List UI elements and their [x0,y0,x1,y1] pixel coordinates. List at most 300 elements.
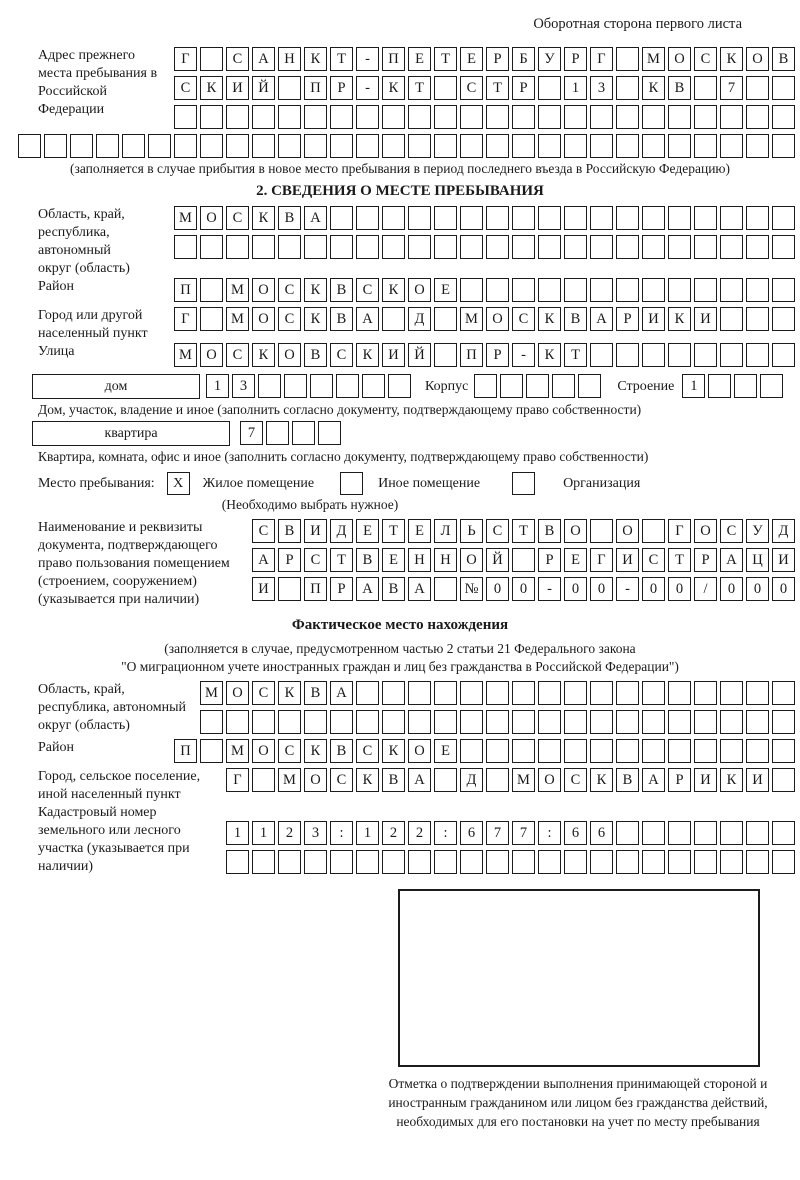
char-cell[interactable] [70,134,93,158]
char-cell[interactable] [642,710,665,734]
char-cell[interactable]: А [642,768,665,792]
char-cell[interactable] [668,710,691,734]
char-cell[interactable] [460,235,483,259]
char-cell[interactable]: № [460,577,483,601]
char-cell[interactable] [694,206,717,230]
char-cell[interactable] [330,850,353,874]
char-cell[interactable] [694,105,717,129]
char-cell[interactable]: Д [772,519,795,543]
char-cell[interactable] [278,134,301,158]
char-cell[interactable]: 1 [682,374,705,398]
char-cell[interactable]: : [434,821,457,845]
char-cell[interactable]: О [694,519,717,543]
char-cell[interactable] [174,235,197,259]
char-cell[interactable]: С [564,768,587,792]
char-cell[interactable] [226,850,249,874]
char-cell[interactable]: И [616,548,639,572]
char-cell[interactable]: Р [668,768,691,792]
char-cell[interactable] [668,681,691,705]
char-cell[interactable] [252,105,275,129]
char-cell[interactable] [772,307,795,331]
char-cell[interactable]: Е [408,519,431,543]
char-cell[interactable] [668,235,691,259]
char-cell[interactable]: 1 [252,821,275,845]
char-cell[interactable]: К [382,278,405,302]
char-cell[interactable] [642,821,665,845]
char-cell[interactable] [720,710,743,734]
char-cell[interactable] [746,278,769,302]
char-cell[interactable] [252,850,275,874]
char-cell[interactable]: Т [330,548,353,572]
char-cell[interactable] [278,105,301,129]
char-cell[interactable]: К [304,47,327,71]
char-cell[interactable] [512,710,535,734]
char-cell[interactable]: С [642,548,665,572]
char-cell[interactable]: М [642,47,665,71]
char-cell[interactable]: 6 [590,821,613,845]
char-cell[interactable] [460,278,483,302]
char-cell[interactable]: 0 [564,577,587,601]
char-cell[interactable] [318,421,341,445]
char-cell[interactable] [512,206,535,230]
char-cell[interactable] [460,134,483,158]
char-cell[interactable]: И [694,768,717,792]
char-cell[interactable]: 0 [720,577,743,601]
char-cell[interactable] [772,821,795,845]
char-cell[interactable] [746,681,769,705]
char-cell[interactable] [694,850,717,874]
char-cell[interactable] [382,850,405,874]
char-cell[interactable]: О [564,519,587,543]
char-cell[interactable]: 1 [226,821,249,845]
char-cell[interactable] [200,47,223,71]
char-cell[interactable] [408,235,431,259]
char-cell[interactable] [174,134,197,158]
char-cell[interactable] [434,681,457,705]
char-cell[interactable]: В [772,47,795,71]
char-cell[interactable]: К [356,343,379,367]
char-cell[interactable] [720,105,743,129]
char-cell[interactable] [434,105,457,129]
char-cell[interactable] [356,235,379,259]
char-cell[interactable] [512,235,535,259]
char-cell[interactable]: Г [174,307,197,331]
char-cell[interactable]: С [694,47,717,71]
char-cell[interactable] [174,105,197,129]
char-cell[interactable]: 6 [460,821,483,845]
char-cell[interactable] [200,307,223,331]
char-cell[interactable]: Т [434,47,457,71]
char-cell[interactable]: 1 [356,821,379,845]
char-cell[interactable] [538,76,561,100]
char-cell[interactable]: С [226,343,249,367]
char-cell[interactable]: Г [174,47,197,71]
char-cell[interactable] [746,710,769,734]
char-cell[interactable] [460,710,483,734]
char-cell[interactable] [694,739,717,763]
char-cell[interactable]: 2 [382,821,405,845]
char-cell[interactable] [538,206,561,230]
char-cell[interactable] [590,681,613,705]
char-cell[interactable]: В [382,768,405,792]
char-cell[interactable]: А [356,307,379,331]
char-cell[interactable]: П [304,577,327,601]
char-cell[interactable] [564,710,587,734]
char-cell[interactable]: Й [486,548,509,572]
char-cell[interactable] [564,134,587,158]
char-cell[interactable] [668,821,691,845]
char-cell[interactable] [772,710,795,734]
char-cell[interactable]: К [356,768,379,792]
char-cell[interactable]: Т [382,519,405,543]
char-cell[interactable] [642,206,665,230]
char-cell[interactable] [292,421,315,445]
char-cell[interactable] [564,206,587,230]
char-cell[interactable] [616,206,639,230]
char-cell[interactable] [746,850,769,874]
char-cell[interactable]: С [330,343,353,367]
char-cell[interactable]: 7 [486,821,509,845]
char-cell[interactable] [616,134,639,158]
char-cell[interactable] [772,343,795,367]
char-cell[interactable]: - [512,343,535,367]
char-cell[interactable] [278,76,301,100]
char-cell[interactable]: И [226,76,249,100]
char-cell[interactable]: Т [408,76,431,100]
char-cell[interactable] [590,206,613,230]
char-cell[interactable]: А [408,768,431,792]
char-cell[interactable] [694,76,717,100]
char-cell[interactable] [538,850,561,874]
char-cell[interactable]: 2 [408,821,431,845]
char-cell[interactable] [668,105,691,129]
char-cell[interactable] [694,710,717,734]
char-cell[interactable] [616,681,639,705]
char-cell[interactable]: Е [434,739,457,763]
char-cell[interactable] [362,374,385,398]
char-cell[interactable] [526,374,549,398]
char-cell[interactable] [486,235,509,259]
char-cell[interactable] [200,710,223,734]
char-cell[interactable]: : [538,821,561,845]
char-cell[interactable]: В [538,519,561,543]
char-cell[interactable]: И [642,307,665,331]
char-cell[interactable] [590,235,613,259]
char-cell[interactable]: А [408,577,431,601]
char-cell[interactable]: 7 [720,76,743,100]
char-cell[interactable]: И [694,307,717,331]
char-cell[interactable] [564,105,587,129]
char-cell[interactable] [552,374,575,398]
char-cell[interactable] [434,307,457,331]
char-cell[interactable] [486,739,509,763]
char-cell[interactable] [330,105,353,129]
char-cell[interactable] [252,134,275,158]
char-cell[interactable] [642,681,665,705]
char-cell[interactable] [564,850,587,874]
char-cell[interactable]: Е [434,278,457,302]
char-cell[interactable] [408,134,431,158]
char-cell[interactable] [486,278,509,302]
char-cell[interactable]: М [278,768,301,792]
char-cell[interactable]: О [252,739,275,763]
char-cell[interactable]: Р [564,47,587,71]
char-cell[interactable]: К [538,307,561,331]
char-cell[interactable]: К [538,343,561,367]
char-cell[interactable]: 3 [590,76,613,100]
char-cell[interactable] [642,343,665,367]
char-cell[interactable]: Н [434,548,457,572]
char-cell[interactable] [720,739,743,763]
char-cell[interactable] [720,343,743,367]
char-cell[interactable] [772,768,795,792]
char-cell[interactable]: С [278,307,301,331]
char-cell[interactable] [578,374,601,398]
char-cell[interactable]: П [174,278,197,302]
char-cell[interactable] [258,374,281,398]
char-cell[interactable] [564,235,587,259]
char-cell[interactable] [474,374,497,398]
char-cell[interactable]: С [278,278,301,302]
char-cell[interactable] [304,710,327,734]
char-cell[interactable] [538,739,561,763]
char-cell[interactable] [772,681,795,705]
char-cell[interactable] [200,278,223,302]
char-cell[interactable]: Е [382,548,405,572]
char-cell[interactable] [434,577,457,601]
char-cell[interactable] [642,850,665,874]
char-cell[interactable] [226,235,249,259]
char-cell[interactable]: А [252,548,275,572]
char-cell[interactable] [720,278,743,302]
char-cell[interactable] [590,739,613,763]
char-cell[interactable] [408,206,431,230]
char-cell[interactable] [512,850,535,874]
char-cell[interactable]: О [668,47,691,71]
char-cell[interactable] [460,850,483,874]
char-cell[interactable]: И [252,577,275,601]
char-cell[interactable] [642,105,665,129]
char-cell[interactable]: С [356,739,379,763]
char-cell[interactable]: С [720,519,743,543]
char-cell[interactable]: Г [590,47,613,71]
char-cell[interactable]: 0 [486,577,509,601]
char-cell[interactable] [746,739,769,763]
char-cell[interactable]: Д [330,519,353,543]
checkbox-organizatsiya[interactable] [512,472,535,495]
char-cell[interactable]: 6 [564,821,587,845]
char-cell[interactable] [720,206,743,230]
char-cell[interactable] [772,105,795,129]
char-cell[interactable] [772,76,795,100]
char-cell[interactable] [590,278,613,302]
char-cell[interactable]: А [330,681,353,705]
char-cell[interactable] [616,105,639,129]
char-cell[interactable]: Р [486,47,509,71]
char-cell[interactable]: С [174,76,197,100]
char-cell[interactable]: В [668,76,691,100]
char-cell[interactable] [382,710,405,734]
char-cell[interactable]: Г [668,519,691,543]
char-cell[interactable]: С [330,768,353,792]
char-cell[interactable]: В [304,681,327,705]
char-cell[interactable] [382,105,405,129]
char-cell[interactable] [642,235,665,259]
char-cell[interactable] [226,134,249,158]
char-cell[interactable]: Ь [460,519,483,543]
char-cell[interactable] [590,850,613,874]
char-cell[interactable] [148,134,171,158]
char-cell[interactable] [616,821,639,845]
char-cell[interactable] [434,235,457,259]
char-cell[interactable]: 2 [278,821,301,845]
char-cell[interactable] [772,278,795,302]
char-cell[interactable] [616,278,639,302]
char-cell[interactable]: К [590,768,613,792]
char-cell[interactable] [746,235,769,259]
char-cell[interactable] [772,235,795,259]
char-cell[interactable] [590,710,613,734]
char-cell[interactable] [252,235,275,259]
char-cell[interactable] [746,134,769,158]
char-cell[interactable] [486,105,509,129]
char-cell[interactable] [96,134,119,158]
char-cell[interactable]: / [694,577,717,601]
char-cell[interactable] [330,710,353,734]
char-cell[interactable]: У [746,519,769,543]
char-cell[interactable]: С [356,278,379,302]
char-cell[interactable] [336,374,359,398]
char-cell[interactable]: О [486,307,509,331]
char-cell[interactable] [356,710,379,734]
char-cell[interactable] [382,307,405,331]
char-cell[interactable]: Н [278,47,301,71]
char-cell[interactable] [590,105,613,129]
char-cell[interactable]: П [174,739,197,763]
char-cell[interactable] [590,343,613,367]
char-cell[interactable]: Т [564,343,587,367]
char-cell[interactable] [694,343,717,367]
char-cell[interactable] [356,206,379,230]
char-cell[interactable]: В [382,577,405,601]
char-cell[interactable] [668,278,691,302]
char-cell[interactable] [512,681,535,705]
char-cell[interactable]: Р [278,548,301,572]
char-cell[interactable]: В [330,278,353,302]
char-cell[interactable] [616,47,639,71]
char-cell[interactable] [642,739,665,763]
char-cell[interactable] [330,235,353,259]
char-cell[interactable] [590,134,613,158]
char-cell[interactable]: К [304,278,327,302]
char-cell[interactable]: К [200,76,223,100]
char-cell[interactable]: М [174,206,197,230]
char-cell[interactable] [538,681,561,705]
char-cell[interactable] [694,278,717,302]
char-cell[interactable] [720,307,743,331]
char-cell[interactable] [616,235,639,259]
char-cell[interactable] [304,850,327,874]
char-cell[interactable]: С [304,548,327,572]
char-cell[interactable]: : [330,821,353,845]
char-cell[interactable] [720,134,743,158]
char-cell[interactable] [434,76,457,100]
char-cell[interactable] [538,235,561,259]
char-cell[interactable] [590,519,613,543]
char-cell[interactable]: Е [408,47,431,71]
char-cell[interactable]: К [382,739,405,763]
char-cell[interactable]: - [356,76,379,100]
char-cell[interactable] [356,134,379,158]
char-cell[interactable] [226,710,249,734]
char-cell[interactable]: О [408,278,431,302]
char-cell[interactable]: Д [460,768,483,792]
char-cell[interactable]: К [252,343,275,367]
char-cell[interactable] [382,134,405,158]
char-cell[interactable] [694,681,717,705]
char-cell[interactable]: О [746,47,769,71]
char-cell[interactable] [356,105,379,129]
char-cell[interactable] [616,739,639,763]
char-cell[interactable] [460,105,483,129]
char-cell[interactable]: В [564,307,587,331]
char-cell[interactable] [720,235,743,259]
char-cell[interactable]: К [278,681,301,705]
char-cell[interactable] [616,850,639,874]
char-cell[interactable]: Б [512,47,535,71]
char-cell[interactable]: Е [564,548,587,572]
char-cell[interactable] [382,235,405,259]
checkbox-inoe[interactable] [340,472,363,495]
char-cell[interactable]: П [304,76,327,100]
char-cell[interactable]: М [512,768,535,792]
char-cell[interactable] [278,710,301,734]
char-cell[interactable]: О [408,739,431,763]
char-cell[interactable]: А [252,47,275,71]
char-cell[interactable] [200,134,223,158]
char-cell[interactable] [616,76,639,100]
char-cell[interactable]: В [278,519,301,543]
char-cell[interactable]: К [382,76,405,100]
char-cell[interactable] [746,105,769,129]
char-cell[interactable]: 0 [590,577,613,601]
char-cell[interactable]: Ц [746,548,769,572]
char-cell[interactable]: Р [694,548,717,572]
char-cell[interactable]: Й [408,343,431,367]
char-cell[interactable]: П [382,47,405,71]
char-cell[interactable]: С [278,739,301,763]
char-cell[interactable] [304,134,327,158]
char-cell[interactable] [760,374,783,398]
char-cell[interactable]: Т [668,548,691,572]
char-cell[interactable] [460,739,483,763]
char-cell[interactable]: 0 [642,577,665,601]
char-cell[interactable] [382,681,405,705]
char-cell[interactable]: В [330,307,353,331]
char-cell[interactable] [694,134,717,158]
char-cell[interactable]: - [356,47,379,71]
char-cell[interactable]: И [746,768,769,792]
char-cell[interactable] [356,681,379,705]
char-cell[interactable]: С [460,76,483,100]
char-cell[interactable] [44,134,67,158]
char-cell[interactable] [330,134,353,158]
char-cell[interactable]: - [616,577,639,601]
char-cell[interactable]: О [616,519,639,543]
char-cell[interactable]: У [538,47,561,71]
char-cell[interactable]: 0 [746,577,769,601]
char-cell[interactable] [694,235,717,259]
